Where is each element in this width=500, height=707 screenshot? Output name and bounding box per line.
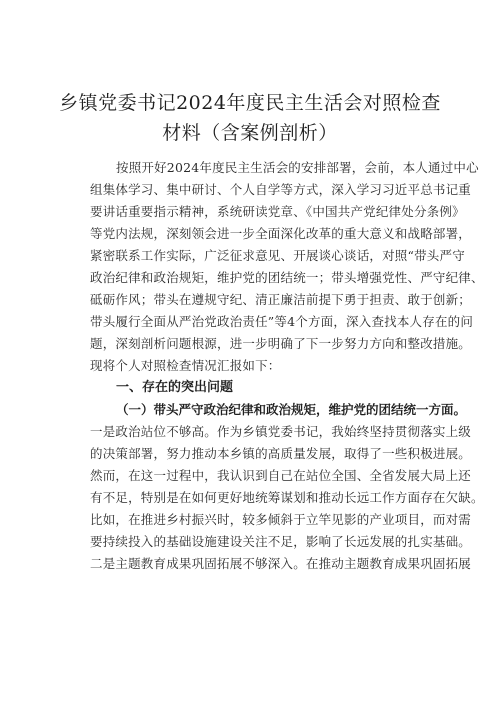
paragraph-line: 按照开好2024年度民主生活会的安排部署，会前，本人通过中心 (116, 160, 479, 175)
document-title-line-1: 乡镇党委书记2024年度民主生活会对照检查 (59, 92, 441, 114)
paragraph-line: 组集体学习、集中研讨、个人自学等方式，深入学习习近平总书记重 (90, 182, 472, 197)
paragraph-line: 现将个人对照检查情况汇报如下： (90, 358, 281, 373)
paragraph-line: 的决策部署，努力推动本乡镇的高质量发展，取得了一些积极进展。 (90, 446, 472, 461)
paragraph-line: 有不足，特别是在如何更好地统筹谋划和推动长远工作方面存在欠缺。 (90, 490, 484, 505)
paragraph-line: 一是政治站位不够高。作为乡镇党委书记，我始终坚持贯彻落实上级 (90, 424, 472, 439)
paragraph-line: 要持续投入的基础设施建设关注不足，影响了长远发展的扎实基础。 (90, 534, 472, 549)
paragraph-line: 紧密联系工作实际，广泛征求意见、开展谈心谈话，对照“带头严守 (90, 248, 465, 263)
subsection-heading: （一）带头严守政治纪律和政治规矩，维护党的团结统一方面。 (116, 402, 467, 417)
paragraph-line: 要讲话重要指示精神，系统研读党章、《中国共产党纪律处分条例》 (90, 204, 465, 219)
paragraph-line: 等党内法规，深刻领会进一步全面深化改革的重大意义和战略部署， (90, 226, 472, 241)
paragraph-line: 比如，在推进乡村振兴时，较多倾斜于立竿见影的产业项目，而对需 (90, 512, 472, 527)
paragraph-line: 然而，在这一过程中，我认识到自己在站位全国、全省发展大局上还 (90, 468, 472, 483)
section-heading: 一、存在的突出问题 (116, 380, 234, 395)
paragraph-line: 二是主题教育成果巩固拓展不够深入。在推动主题教育成果巩固拓展 (90, 556, 472, 571)
paragraph-line: 政治纪律和政治规矩，维护党的团结统一；带头增强党性、严守纪律、 (90, 270, 484, 285)
paragraph-line: 题，深刻剖析问题根源，进一步明确了下一步努力方向和整改措施。 (90, 336, 472, 351)
paragraph-line: 砥砺作风；带头在遵规守纪、清正廉洁前提下勇于担责、敢于创新； (90, 292, 472, 307)
document-title-line-2: 材料（含案例剖析） (162, 122, 338, 144)
paragraph-line: 带头履行全面从严治党政治责任”等4个方面，深入查找本人存在的问 (90, 314, 474, 329)
